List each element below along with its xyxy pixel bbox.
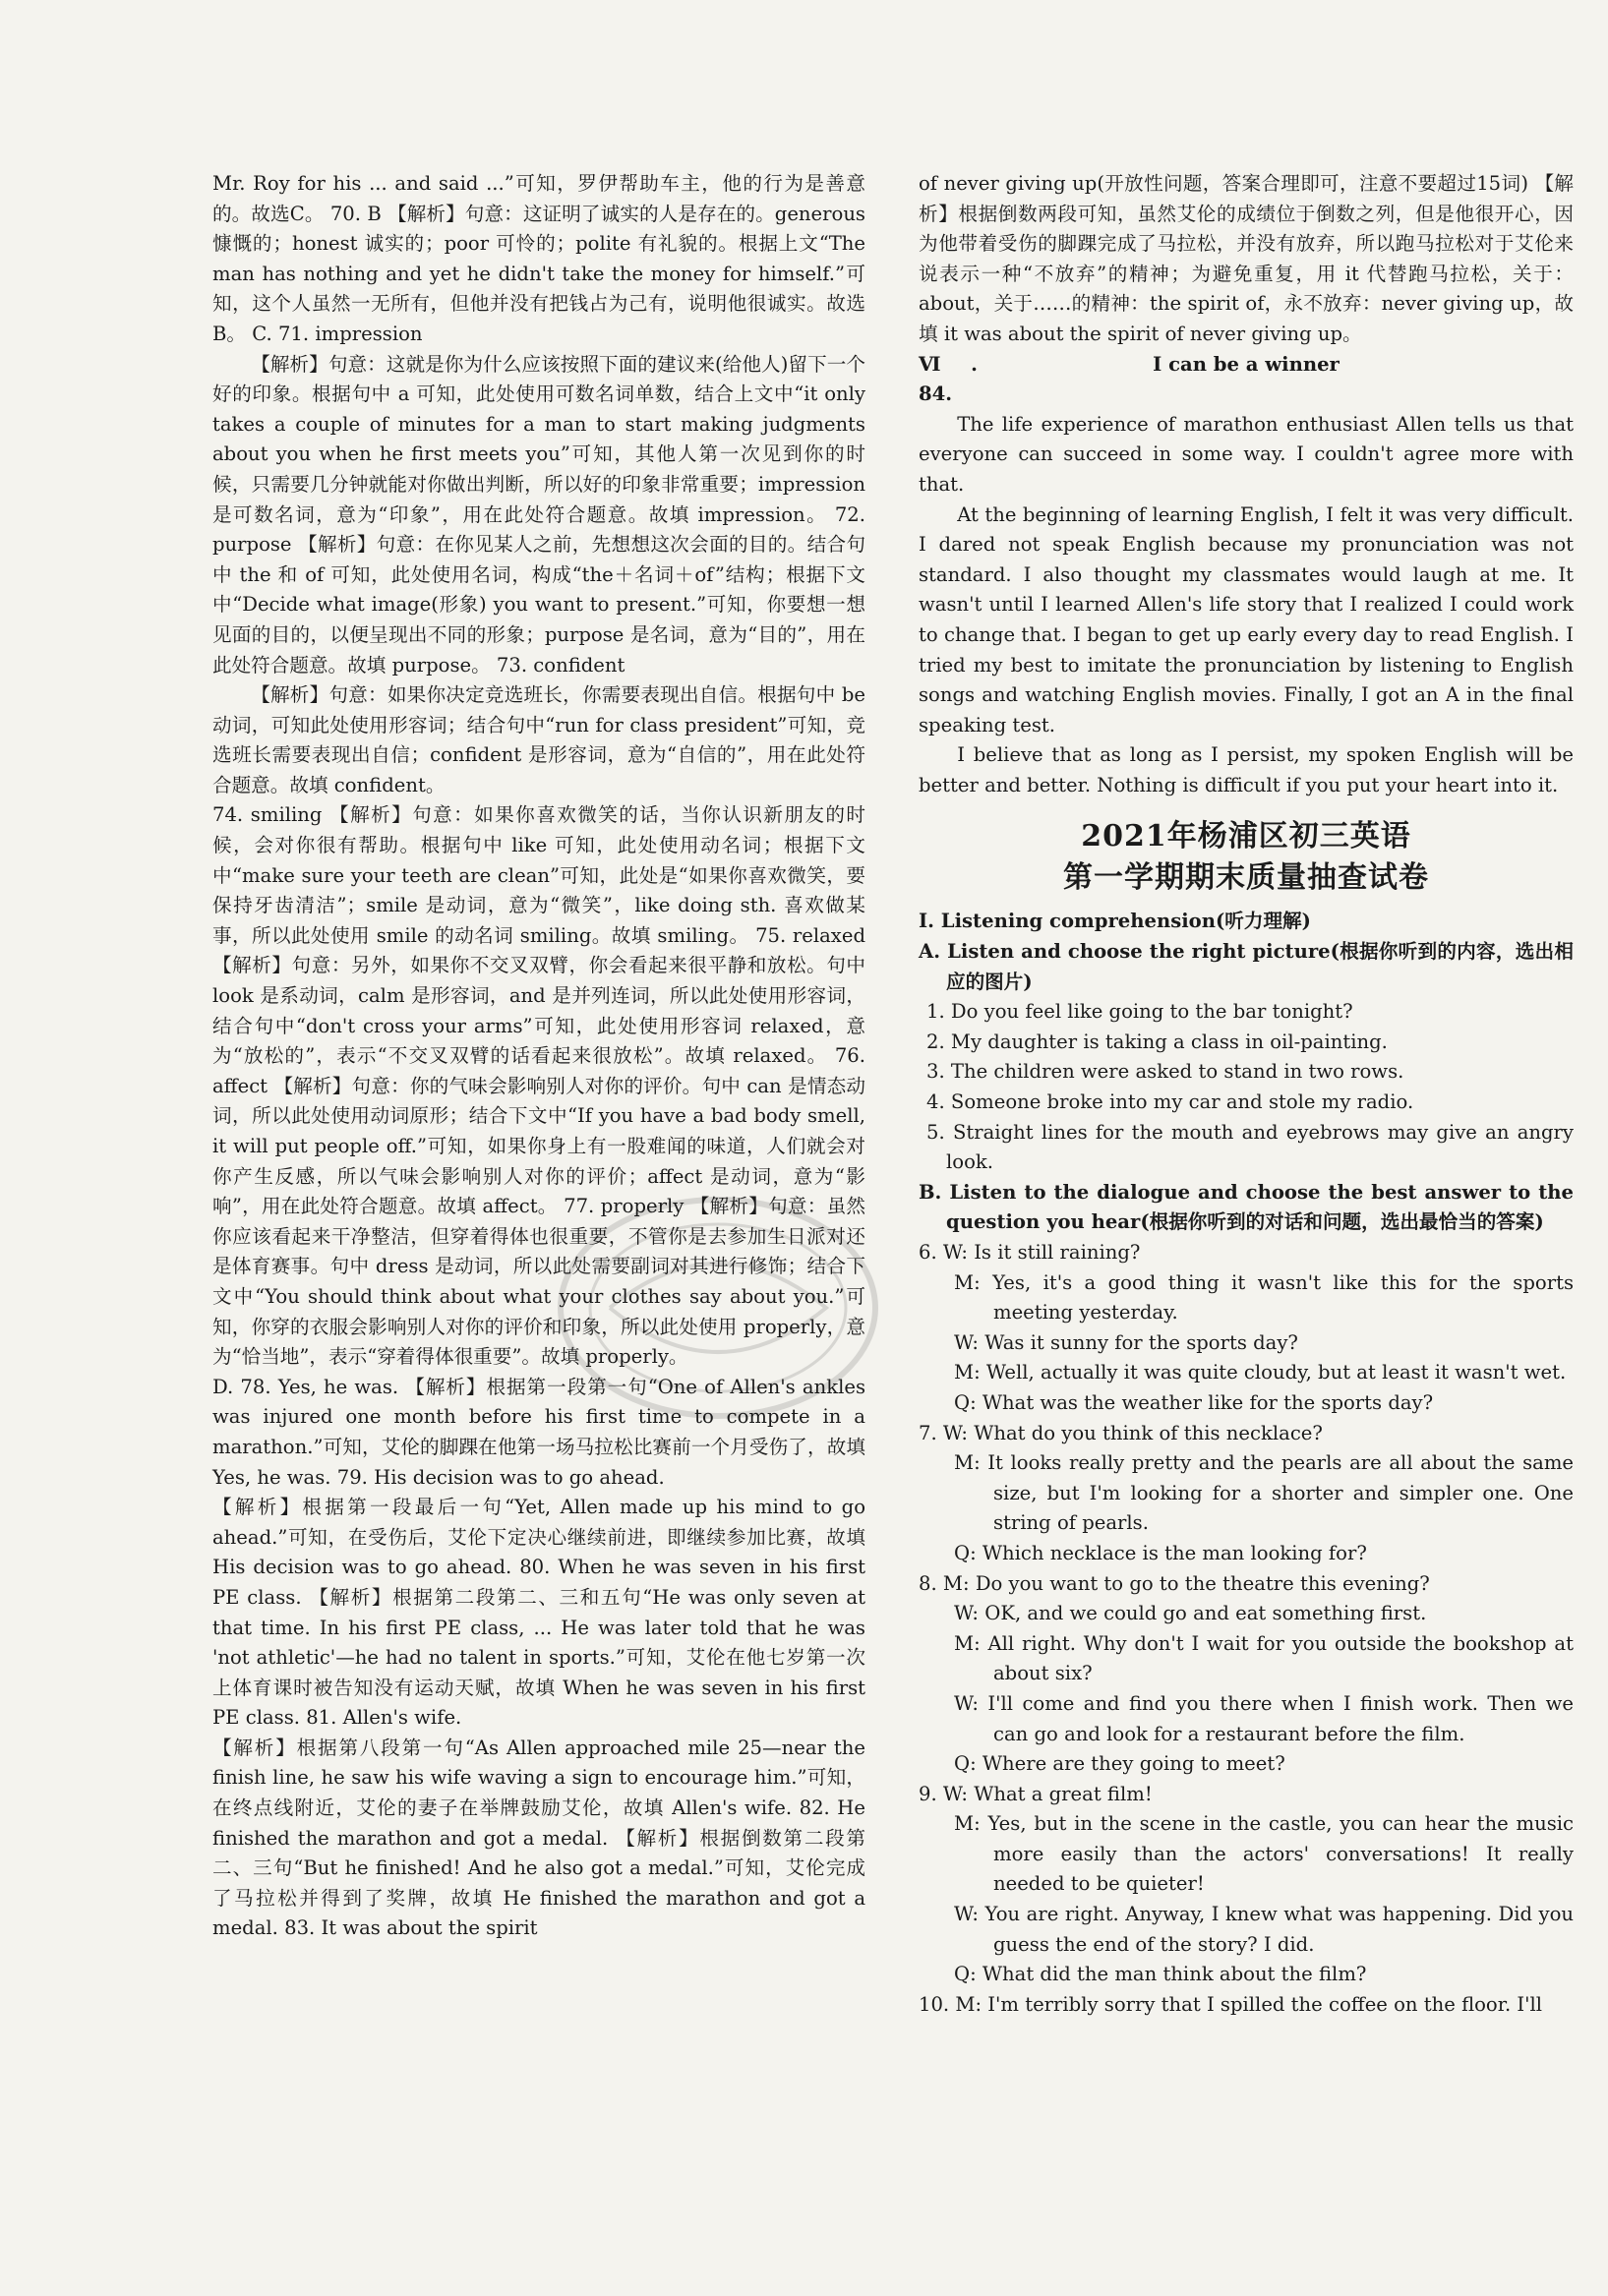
listening-item: 5. Straight lines for the mouth and eyebrows may give an angry look.	[926, 1120, 1574, 1174]
essay-paragraph: I believe that as long as I persist, my spoken English will be better and better. Nothing is difficult if you put your heart into it.	[919, 743, 1574, 796]
part-a-heading: A. Listen and choose the right picture(根据你听到的内容，选出相应的图片)	[919, 940, 1574, 993]
exam-title	[919, 816, 1574, 899]
essay-number: Ⅵ. 84.	[919, 352, 978, 406]
essay-heading	[919, 350, 1574, 410]
answer-paragraph: D. 78. Yes, he was. 【解析】根据第一段第一句“One of Allen's ankles was injured one month before his first time to compete in a marathon.”可知，艾伦的脚踝在他第一场马拉松比赛前一个月受伤了，故填 Yes, he was. 79. His decision was to go ahead.	[212, 1375, 865, 1489]
essay-paragraph: At the beginning of learning English, I felt it was very difficult. I dared not speak English because my pronunciation was not standard. I also thought my classmates would laugh at me. It wasn't until I learned Allen's life story that I realized I could work to change that. I began to get up early every day to read English. I tried my best to imitate the pronunciation by listening to English songs and watching English movies. Finally, I got an A in the final speaking test.	[919, 502, 1574, 736]
exam-title-line: 2021年杨浦区初三英语	[1081, 819, 1411, 854]
dialogue-line: M: All right. Why don't I wait for you outside the bookshop at about six?	[954, 1631, 1574, 1685]
answer-continuation: of never giving up(开放性问题，答案合理即可，注意不要超过15词) 【解析】根据倒数两段可知，虽然艾伦的成绩位于倒数之列，但是他很开心，因为他带着受伤的脚踝完成了马拉松，并没有放弃，所以跑马拉松对于艾伦来说表示一种“不放弃”的精神；为避免重复，用 it 代替跑马拉松，关于：about，关于……的精神：the spirit of，永不放弃：never giving up，故填 it was about the spirit of never giving up。	[919, 172, 1574, 345]
listening-item: 4. Someone broke into my car and stole my radio.	[926, 1090, 1414, 1114]
answer-paragraph: 【解析】句意：这就是你为什么应该按照下面的建议来(给他人)留下一个好的印象。根据句中 a 可知，此处使用可数名词单数，结合上文中“it only takes a couple of minutes for a man to start making judgments about you when he first meets you”可知，其他人第一次见到你的时候，只需要几分钟就能对你做出判断，所以好的印象非常重要；impression 是可数名词，意为“印象”，用在此处符合题意。故填 impression。 72. purpose 【解析】句意：在你见某人之前，先想想这次会面的目的。结合句中 the 和 of 可知，此处使用名词，构成“the＋名词＋of”结构；根据下文中“Decide what image(形象) you want to present.”可知，你要想一想见面的目的，以便呈现出不同的形象；purpose 是名词，意为“目的”，用在此处符合题意。故填 purpose。 73. confident	[212, 352, 865, 677]
dialogue-line: W: You are right. Anyway, I knew what was happening. Did you guess the end of the story? I did.	[954, 1903, 1574, 1956]
answer-paragraph: 【解析】句意：如果你决定竞选班长，你需要表现出自信。根据句中 be 动词，可知此处使用形容词；结合句中“run for class president”可知，竞选班长需要表现出自信；confident 是形容词，意为“自信的”，用在此处符合题意。故填 confident。	[212, 683, 865, 796]
answer-paragraph: 【解析】根据第一段最后一句“Yet, Allen made up his mind to go ahead.”可知，在受伤后，艾伦下定决心继续前进，即继续参加比赛，故填 His decision was to go ahead. 80. When he was seven in his first PE class. 【解析】根据第二段第二、三和五句“He was only seven at that time. In his first PE class, ... He was later told that he was 'not athletic'—he had no talent in sports.”可知，艾伦在他七岁第一次上体育课时被告知没有运动天赋，故填 When he was seven in his first PE class. 81. Allen's wife.	[212, 1496, 865, 1730]
dialogue-question: Q: Which necklace is the man looking for?	[954, 1541, 1367, 1564]
dialogue-question: Q: What did the man think about the film?	[954, 1963, 1367, 1986]
dialogue-question: Q: What was the weather like for the sports day?	[954, 1390, 1434, 1414]
dialogue-line: W: Was it sunny for the sports day?	[954, 1330, 1298, 1354]
left-column	[212, 169, 865, 1944]
dialogue-line: 7. W: What do you think of this necklace?	[919, 1421, 1323, 1444]
dialogue-question: Q: Where are they going to meet?	[954, 1752, 1285, 1776]
dialogue-line: M: It looks really pretty and the pearls are all about the same size, but I'm looking for a shorter and simpler one. One string of pearls.	[954, 1451, 1574, 1535]
dialogue-line: W: I'll come and find you there when I finish work. Then we can go and look for a restaurant before the film.	[954, 1691, 1574, 1745]
dialogue-line: 8. M: Do you want to go to the theatre this evening?	[919, 1571, 1430, 1595]
dialogue-line: M: Yes, it's a good thing it wasn't like this for the sports meeting yesterday.	[954, 1270, 1574, 1325]
exam-title-line: 第一学期期末质量抽查试卷	[1063, 860, 1429, 896]
part-b-heading: B. Listen to the dialogue and choose the best answer to the question you hear(根据你听到的对话和问题，选出最恰当的答案)	[919, 1180, 1574, 1234]
essay-title: I can be a winner	[1153, 352, 1340, 376]
listening-item: 3. The children were asked to stand in two rows.	[926, 1060, 1404, 1084]
dialogue-line: 9. W: What a great film!	[919, 1782, 1153, 1805]
dialogue-line: 10. M: I'm terribly sorry that I spilled the coffee on the floor. I'll	[919, 1992, 1543, 2016]
dialogue-line: M: Well, actually it was quite cloudy, but at least it wasn't wet.	[954, 1361, 1567, 1384]
dialogue-line: M: Yes, but in the scene in the castle, you can hear the music more easily than the actors' conversations! It really needed to be quieter!	[954, 1812, 1574, 1896]
dialogue-line: 6. W: Is it still raining?	[919, 1241, 1141, 1264]
listening-item: 2. My daughter is taking a class in oil-painting.	[926, 1030, 1388, 1053]
dialogue-line: W: OK, and we could go and eat something first.	[954, 1602, 1427, 1625]
right-column	[919, 169, 1574, 2020]
essay-paragraph: The life experience of marathon enthusiast Allen tells us that everyone can succeed in some way. I couldn't agree more with that.	[919, 412, 1574, 496]
listening-item: 1. Do you feel like going to the bar tonight?	[926, 1000, 1353, 1024]
answer-paragraph: 【解析】根据第八段第一句“As Allen approached mile 25—near the finish line, he saw his wife waving a sign to encourage him.”可知，在终点线附近，艾伦的妻子在举牌鼓励艾伦，故填 Allen's wife. 82. He finished the marathon and got a medal. 【解析】根据倒数第二段第二、三句“But he finished! And he also got a medal.”可知，艾伦完成了马拉松并得到了奖牌，故填 He finished the marathon and got a medal. 83. It was about the spirit	[212, 1736, 865, 1940]
answer-paragraph: 74. smiling 【解析】句意：如果你喜欢微笑的话，当你认识新朋友的时候，会对你很有帮助。根据句中 like 可知，此处使用动名词；根据下文中“make sure your teeth are clean”可知，此处是“如果你喜欢微笑，要保持牙齿清洁”；smile 是动词，意为“微笑”，like doing sth. 喜欢做某事，所以此处使用 smile 的动名词 smiling。故填 smiling。 75. relaxed 【解析】句意：另外，如果你不交叉双臂，你会看起来很平静和放松。句中 look 是系动词，calm 是形容词，and 是并列连词，所以此处使用形容词，结合句中“don't cross your arms”可知，此处使用形容词 relaxed，意为“放松的”，表示“不交叉双臂的话看起来很放松”。故填 relaxed。 76. affect 【解析】句意：你的气味会影响别人对你的评价。句中 can 是情态动词，所以此处使用动词原形；结合下文中“If you have a bad body smell, it will put people off.”可知，如果你身上有一股难闻的味道，人们就会对你产生反感，所以气味会影响别人对你的评价；affect 是动词，意为“影响”，用在此处符合题意。故填 affect。 77. properly 【解析】句意：虽然你应该看起来干净整洁，但穿着得体也很重要，不管你是去参加生日派对还是体育赛事。句中 dress 是动词，所以此处需要副词对其进行修饰；结合下文中“You should think about what your clothes say about you.”可知，你穿的衣服会影响别人对你的评价和印象，所以此处使用 properly，意为“恰当地”，表示“穿着得体很重要”。故填 properly。	[212, 803, 865, 1369]
answer-paragraph: Mr. Roy for his ... and said ...”可知，罗伊帮助车主，他的行为是善意的。故选C。 70. B 【解析】句意：这证明了诚实的人是存在的。generous 慷慨的；honest 诚实的；poor 可怜的；polite 有礼貌的。根据上文“The man has nothing and yet he didn't take the money for himself.”可知，这个人虽然一无所有，但他并没有把钱占为己有，说明他很诚实。故选B。 C. 71. impression	[212, 172, 865, 345]
section-heading: Ⅰ. Listening comprehension(听力理解)	[919, 910, 1311, 933]
